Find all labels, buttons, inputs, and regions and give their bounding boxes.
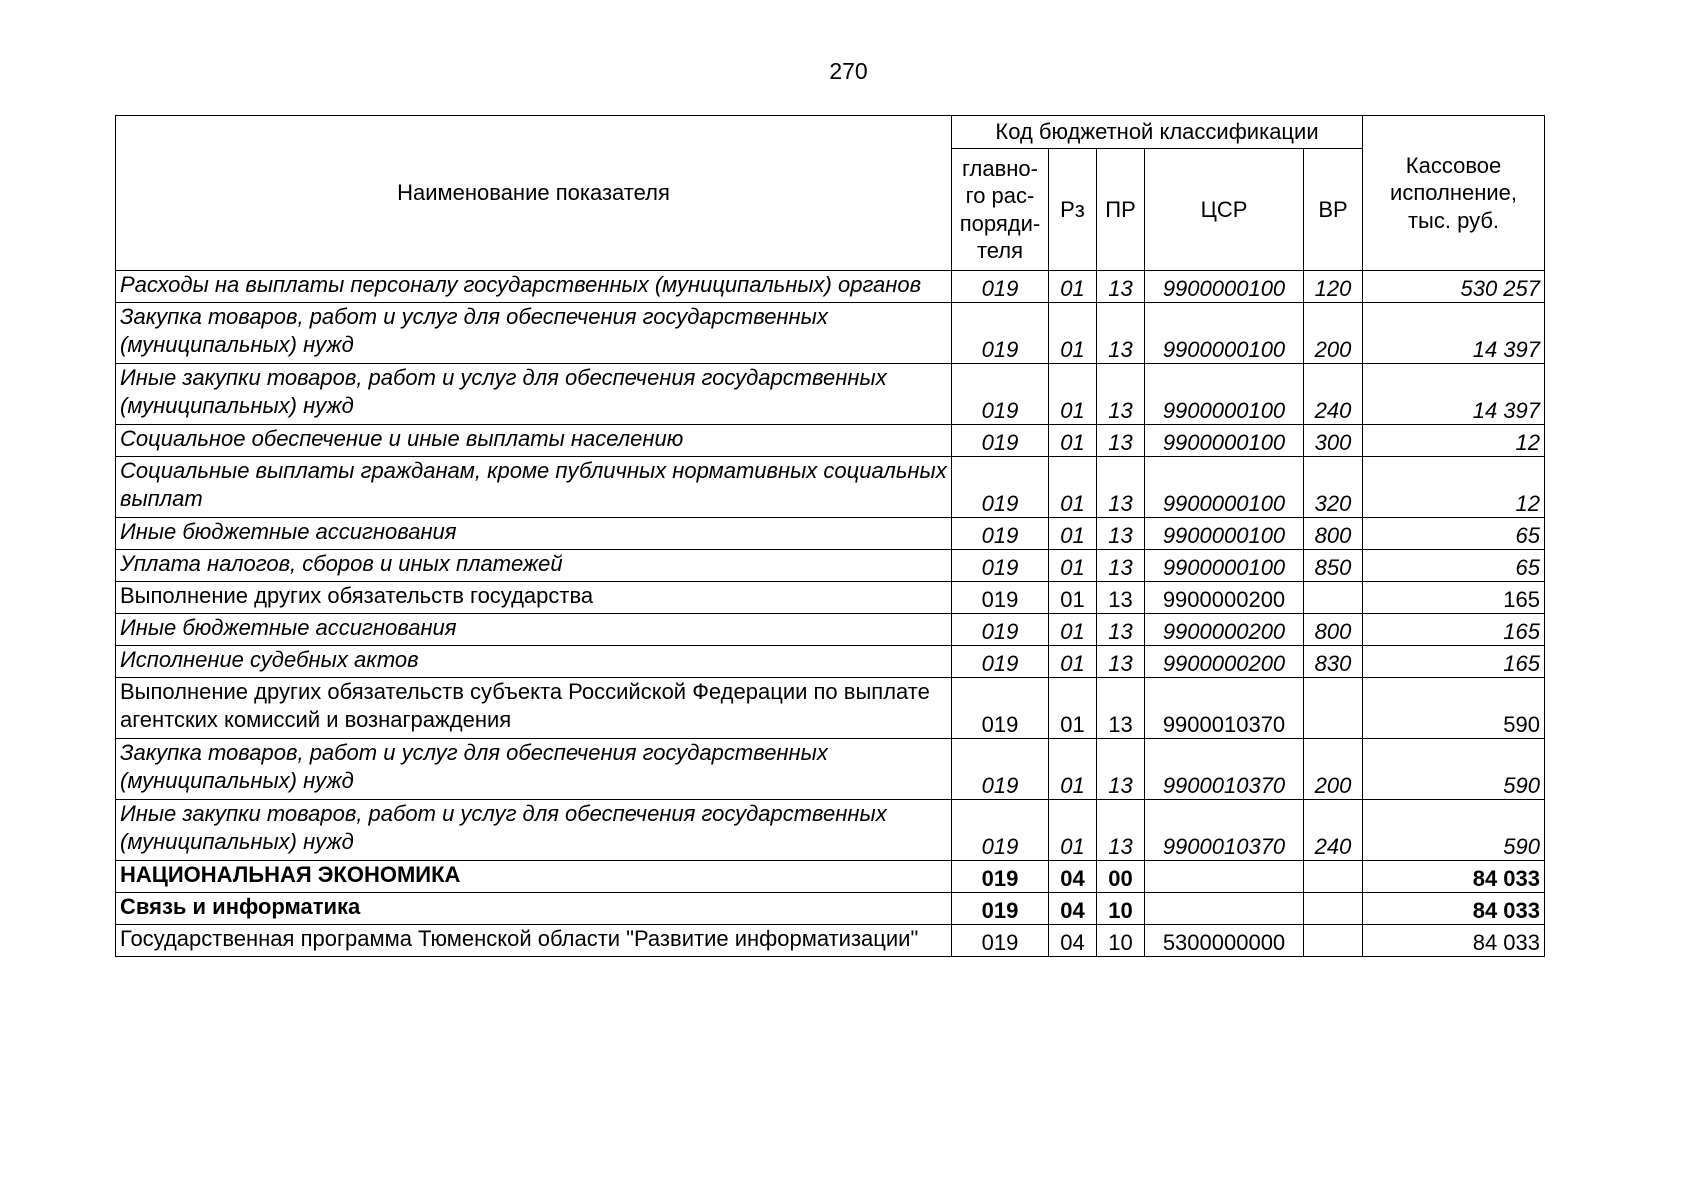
cell-name: Государственная программа Тюменской области "Развитие информатизации" [116, 925, 952, 957]
cell-pr: 13 [1097, 678, 1145, 739]
cell-csr: 9900000100 [1145, 303, 1304, 364]
cell-name: Связь и информатика [116, 893, 952, 925]
cell-csr [1145, 893, 1304, 925]
cell-rz: 01 [1049, 550, 1097, 582]
table-row [116, 518, 1545, 550]
cell-vr [1304, 893, 1363, 925]
cell-grbs: 019 [952, 457, 1049, 518]
table-row [116, 739, 1545, 800]
header-rz: Рз [1049, 149, 1097, 271]
cell-pr: 13 [1097, 518, 1145, 550]
header-grbs: главно-го рас-поряди-теля [952, 149, 1049, 271]
cell-grbs: 019 [952, 518, 1049, 550]
cell-vr [1304, 861, 1363, 893]
cell-vr: 800 [1304, 614, 1363, 646]
cell-grbs: 019 [952, 861, 1049, 893]
cell-grbs: 019 [952, 425, 1049, 457]
cell-vr [1304, 678, 1363, 739]
cell-name: Иные закупки товаров, работ и услуг для обеспечения государственных (муниципальных) нужд [116, 800, 952, 861]
cell-grbs: 019 [952, 678, 1049, 739]
cell-csr: 9900000100 [1145, 425, 1304, 457]
cell-name: Иные бюджетные ассигнования [116, 614, 952, 646]
cell-rz: 01 [1049, 271, 1097, 303]
cell-amount: 14 397 [1363, 364, 1545, 425]
cell-csr: 9900010370 [1145, 678, 1304, 739]
cell-vr: 200 [1304, 303, 1363, 364]
header-code-group: Код бюджетной классификации [952, 116, 1363, 149]
cell-csr: 9900000100 [1145, 550, 1304, 582]
cell-name: Закупка товаров, работ и услуг для обеспечения государственных (муниципальных) нужд [116, 739, 952, 800]
header-pr: ПР [1097, 149, 1145, 271]
cell-grbs: 019 [952, 739, 1049, 800]
cell-pr: 10 [1097, 893, 1145, 925]
cell-name: Выполнение других обязательств субъекта Российской Федерации по выплате агентских комиссий и вознаграждения [116, 678, 952, 739]
cell-pr: 10 [1097, 925, 1145, 957]
cell-vr: 300 [1304, 425, 1363, 457]
cell-amount: 84 033 [1363, 861, 1545, 893]
cell-rz: 01 [1049, 425, 1097, 457]
cell-rz: 01 [1049, 646, 1097, 678]
cell-amount: 165 [1363, 582, 1545, 614]
cell-rz: 01 [1049, 800, 1097, 861]
cell-amount: 84 033 [1363, 893, 1545, 925]
cell-grbs: 019 [952, 303, 1049, 364]
cell-csr: 9900000200 [1145, 582, 1304, 614]
cell-rz: 04 [1049, 893, 1097, 925]
cell-rz: 01 [1049, 678, 1097, 739]
cell-grbs: 019 [952, 800, 1049, 861]
cell-pr: 00 [1097, 861, 1145, 893]
cell-grbs: 019 [952, 893, 1049, 925]
budget-table [115, 115, 1545, 957]
cell-pr: 13 [1097, 614, 1145, 646]
cell-vr [1304, 925, 1363, 957]
cell-grbs: 019 [952, 550, 1049, 582]
cell-rz: 01 [1049, 739, 1097, 800]
cell-csr: 5300000000 [1145, 925, 1304, 957]
table-row [116, 303, 1545, 364]
cell-amount: 165 [1363, 614, 1545, 646]
cell-vr: 850 [1304, 550, 1363, 582]
table-body [116, 271, 1545, 957]
cell-vr: 830 [1304, 646, 1363, 678]
cell-csr: 9900010370 [1145, 800, 1304, 861]
cell-grbs: 019 [952, 364, 1049, 425]
cell-vr: 200 [1304, 739, 1363, 800]
table-row [116, 550, 1545, 582]
table-row [116, 457, 1545, 518]
cell-rz: 04 [1049, 861, 1097, 893]
cell-amount: 14 397 [1363, 303, 1545, 364]
header-amount: Кассовое исполнение, тыс. руб. [1363, 116, 1545, 271]
cell-rz: 01 [1049, 614, 1097, 646]
cell-csr: 9900000100 [1145, 271, 1304, 303]
cell-name: Исполнение судебных актов [116, 646, 952, 678]
cell-vr: 120 [1304, 271, 1363, 303]
cell-pr: 13 [1097, 303, 1145, 364]
cell-name: Иные закупки товаров, работ и услуг для обеспечения государственных (муниципальных) нужд [116, 364, 952, 425]
cell-amount: 65 [1363, 518, 1545, 550]
cell-amount: 12 [1363, 425, 1545, 457]
cell-grbs: 019 [952, 646, 1049, 678]
table-row [116, 893, 1545, 925]
table-row [116, 861, 1545, 893]
cell-rz: 01 [1049, 364, 1097, 425]
table-header [116, 116, 1545, 271]
cell-rz: 01 [1049, 518, 1097, 550]
cell-pr: 13 [1097, 739, 1145, 800]
cell-pr: 13 [1097, 364, 1145, 425]
cell-csr: 9900000100 [1145, 518, 1304, 550]
table-row [116, 425, 1545, 457]
table-row [116, 678, 1545, 739]
table-row [116, 800, 1545, 861]
table-row [116, 364, 1545, 425]
cell-vr: 240 [1304, 364, 1363, 425]
cell-pr: 13 [1097, 646, 1145, 678]
cell-name: Социальные выплаты гражданам, кроме публичных нормативных социальных выплат [116, 457, 952, 518]
cell-name: Иные бюджетные ассигнования [116, 518, 952, 550]
cell-csr: 9900010370 [1145, 739, 1304, 800]
cell-name: Социальное обеспечение и иные выплаты населению [116, 425, 952, 457]
cell-amount: 12 [1363, 457, 1545, 518]
cell-pr: 13 [1097, 425, 1145, 457]
cell-rz: 04 [1049, 925, 1097, 957]
cell-vr [1304, 582, 1363, 614]
cell-amount: 84 033 [1363, 925, 1545, 957]
header-name: Наименование показателя [116, 116, 952, 271]
cell-vr: 240 [1304, 800, 1363, 861]
cell-csr [1145, 861, 1304, 893]
cell-pr: 13 [1097, 271, 1145, 303]
cell-amount: 590 [1363, 800, 1545, 861]
cell-csr: 9900000100 [1145, 457, 1304, 518]
header-vr: ВР [1304, 149, 1363, 271]
cell-grbs: 019 [952, 614, 1049, 646]
cell-name: Закупка товаров, работ и услуг для обеспечения государственных (муниципальных) нужд [116, 303, 952, 364]
cell-csr: 9900000200 [1145, 614, 1304, 646]
cell-amount: 590 [1363, 739, 1545, 800]
cell-grbs: 019 [952, 582, 1049, 614]
cell-vr: 800 [1304, 518, 1363, 550]
cell-amount: 530 257 [1363, 271, 1545, 303]
cell-name: Уплата налогов, сборов и иных платежей [116, 550, 952, 582]
cell-amount: 590 [1363, 678, 1545, 739]
table-row [116, 925, 1545, 957]
table-row [116, 646, 1545, 678]
cell-name: НАЦИОНАЛЬНАЯ ЭКОНОМИКА [116, 861, 952, 893]
cell-rz: 01 [1049, 457, 1097, 518]
cell-grbs: 019 [952, 925, 1049, 957]
cell-pr: 13 [1097, 457, 1145, 518]
cell-rz: 01 [1049, 582, 1097, 614]
table-row [116, 614, 1545, 646]
cell-pr: 13 [1097, 582, 1145, 614]
cell-grbs: 019 [952, 271, 1049, 303]
cell-name: Расходы на выплаты персоналу государственных (муниципальных) органов [116, 271, 952, 303]
page-number: 270 [829, 58, 868, 84]
cell-pr: 13 [1097, 800, 1145, 861]
cell-pr: 13 [1097, 550, 1145, 582]
table-row [116, 582, 1545, 614]
cell-vr: 320 [1304, 457, 1363, 518]
header-csr: ЦСР [1145, 149, 1304, 271]
cell-csr: 9900000100 [1145, 364, 1304, 425]
cell-name: Выполнение других обязательств государства [116, 582, 952, 614]
cell-amount: 65 [1363, 550, 1545, 582]
table-row [116, 271, 1545, 303]
cell-amount: 165 [1363, 646, 1545, 678]
cell-csr: 9900000200 [1145, 646, 1304, 678]
cell-rz: 01 [1049, 303, 1097, 364]
